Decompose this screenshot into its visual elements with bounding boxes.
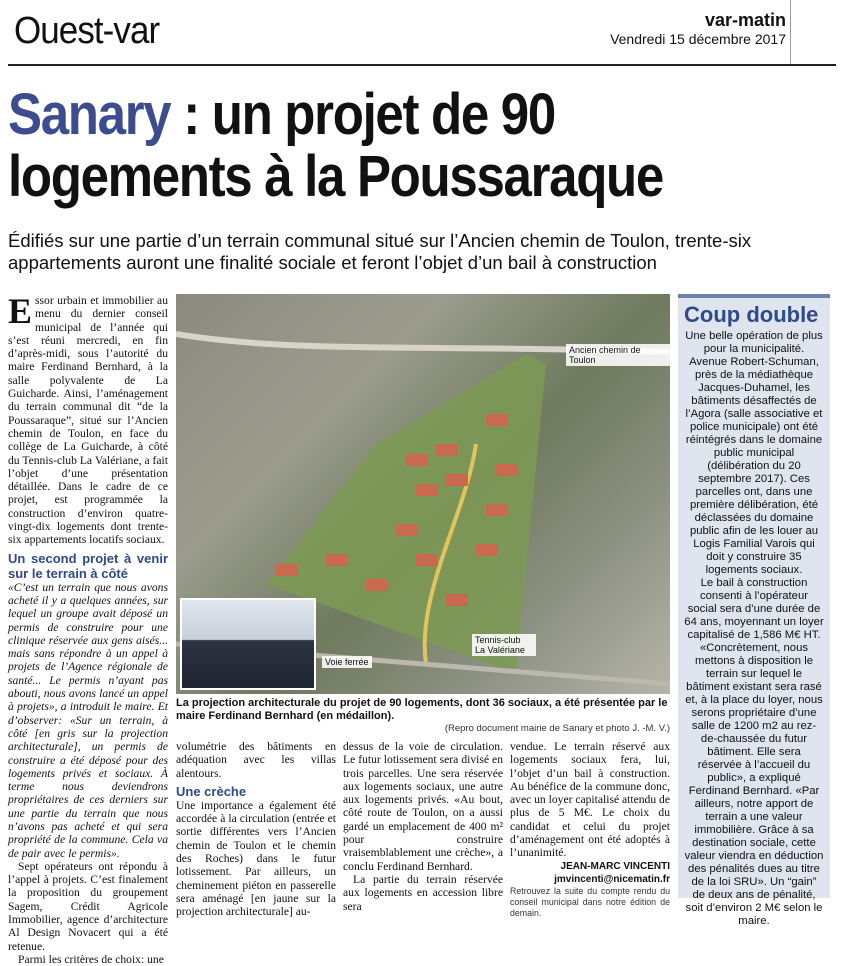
col1-paragraph-2: «C’est un terrain que nous avons acheté il y a quelques années, sur lequel un groupe avait déposé un permis de construire pour une clinique réservée aux gens aisés... mais sans répondre à un appel à projets de l’Agence régionale de santé... Le permis n’ayant pas abouti, nous avons lancé un appel à projets», a introduit le maire. Et d’observer: «Sur un terrain, à côté [en gris sur la projection architecturale], un permis de construire a été déposé pour des logements privés et sociaux. À terme nous deviendrons propriétaires de ces derniers sur une partie du terrain que nous n’avons pas acheté et qui sera propriété de la commune. Cela va de pair avec le permis».	[8, 580, 168, 860]
label-voie-ferree: Voie ferrée	[322, 656, 372, 668]
headline-line1: : un projet de 90	[170, 82, 555, 147]
label-tennis-club: Tennis-club La Valériane	[472, 634, 536, 656]
mayor-inset-photo	[180, 598, 316, 690]
author-name: JEAN-MARC VINCENTI	[560, 860, 670, 872]
col1-paragraph-4: Parmi les critères de choix: une	[18, 952, 164, 966]
col1-paragraph-1: ssor urbain et immobilier au menu du dernier conseil municipal de l’année qui s’est réuni mercredi, en fin d’après-midi, sous l’autorité du maire Ferdinand Bernhard, à la salle polyvalente de La Guicharde. Ainsi, l’aménagement du terrain communal dit “de la Poussaraque”, situé sur l’Ancien chemin de Toulon, en face du collège de La Guicharde, à côté du Tennis-club La Valériane, a fait l’objet d’une présentation détaillée. Dans le cadre de ce projet, est programmée la construction d’environ quatre-vingt-dix logements dont trente-six appartements locatifs sociaux.	[8, 294, 168, 547]
col2-paragraph-2: Une importance a également été accordée à la circulation (entrée et sortie différentes vers l’Ancien chemin de Toulon et le chemin des Roches) dans le futur lotissement. Par ailleurs, un cheminement piéton en passerelle sera aménagé [en jaune sur la projection architecturale] au-	[176, 798, 336, 919]
label-ancien-chemin: Ancien chemin de Toulon	[566, 344, 670, 366]
article-column-1	[8, 291, 168, 966]
author-email: jmvincenti@nicematin.fr	[554, 873, 670, 885]
masthead	[610, 10, 786, 47]
headline-city: Sanary	[8, 82, 171, 147]
standfirst: Édifiés sur une partie d’un terrain communal situé sur l’Ancien chemin de Toulon, trente-six appartements auront une finalité sociale et feront l’objet d’un bail à construction	[8, 230, 752, 273]
header-divider	[790, 0, 791, 64]
subheading-second-project: Un second projet à venir sur le terrain à côté	[8, 550, 168, 581]
photo-caption	[176, 697, 670, 723]
photo-credit: (Repro document mairie de Sanary et photo J. -M. V.)	[444, 723, 670, 734]
section-title: Ouest-var	[14, 10, 160, 52]
col3-paragraph-2: La partie du terrain réservée aux logements en accession libre sera	[343, 872, 503, 913]
publication-name: var-matin	[704, 10, 786, 30]
continuation-note: Retrouvez la suite du compte rendu du conseil municipal dans notre édition de demain.	[510, 886, 670, 919]
headline-line2: logements à la Poussaraque	[8, 144, 663, 209]
article-column-3	[343, 740, 503, 913]
col4-paragraph-1: vendue. Le terrain réservé aux logements sociaux fera, lui, l’objet d’un bail à construction. Au bénéfice de la commune donc, avec un loyer capitalisé attendu de plus de 5 M€. Le choix du candidat et celui du projet d’aménagement ont été adoptés à l’unanimité.	[510, 740, 670, 860]
article-column-2	[176, 740, 336, 919]
caption-text: La projection architecturale du projet de 90 logements, dont 36 sociaux, a été présentée par le maire Ferdinand Bernhard (en médaillon).	[176, 697, 668, 722]
drop-cap: E	[8, 291, 33, 331]
sidebar-coup-double	[678, 294, 830, 927]
headline	[8, 84, 663, 208]
sidebar-paragraph-1: Une belle opération de plus pour la municipalité. Avenue Robert-Schuman, près de la médiathèque Jacques-Duhamel, les bâtiments désaffectés de l’Agora (salle associative et police municipale) ont été réintégrés dans le domaine public municipal (délibération du 20 septembre 2017). Ces parcelles ont, dans une première délibération, été déclassées du domaine public afin de les louer au Logis Familial Varois qui doit y construire 35 logements sociaux.	[685, 330, 823, 576]
sidebar-body	[684, 330, 824, 928]
article-column-4	[510, 740, 670, 919]
col1-paragraph-3: Sept opérateurs ont répondu à l’appel à projets. C’est finalement la proposition du groupement Sagem, Crédit Agricole Immobilier, agence d’architecture Al Design Novacert qui a été retenue.	[8, 859, 168, 953]
publication-date: Vendredi 15 décembre 2017	[610, 31, 786, 47]
sidebar-paragraph-2: Le bail à construction consenti à l’opérateur social sera d’une durée de 64 ans, moyennant un loyer capitalisé de 1,586 M€ HT. «Concrètement, nous mettons à disposition le terrain sur lequel le bâtiment existant sera rasé et, à la place du loyer, nous serons propriétaire d’une salle de 1200 m2 au rez-de-chaussée du futur bâtiment. Elle sera réservée à l’accueil du public», a expliqué Ferdinand Bernhard. «Par ailleurs, notre apport de terrain a une valeur immobilière. Grâce à sa destination sociale, cette valeur viendra en déduction des pénalités dues au titre de la loi SRU». Un “gain” de deux ans de pénalité, soit d’environ 2 M€ selon le maire.	[684, 577, 824, 927]
header-rule	[8, 64, 836, 66]
col2-paragraph-1: volumétrie des bâtiments en adéquation avec les villas alentours.	[176, 740, 336, 780]
sidebar-title: Coup double	[684, 302, 819, 327]
subheading-creche: Une crèche	[176, 783, 247, 799]
col3-paragraph-1: dessus de la voie de circulation. Le futur lotissement sera divisé en trois parcelles. Une sera réservée aux logements sociaux, une autre aux logements privés. «Au bout, côté route de Toulon, on a aussi gardé un emplacement de 400 m² pour construire vraisemblablement une crèche», a conclu Ferdinand Bernhard.	[343, 740, 503, 873]
